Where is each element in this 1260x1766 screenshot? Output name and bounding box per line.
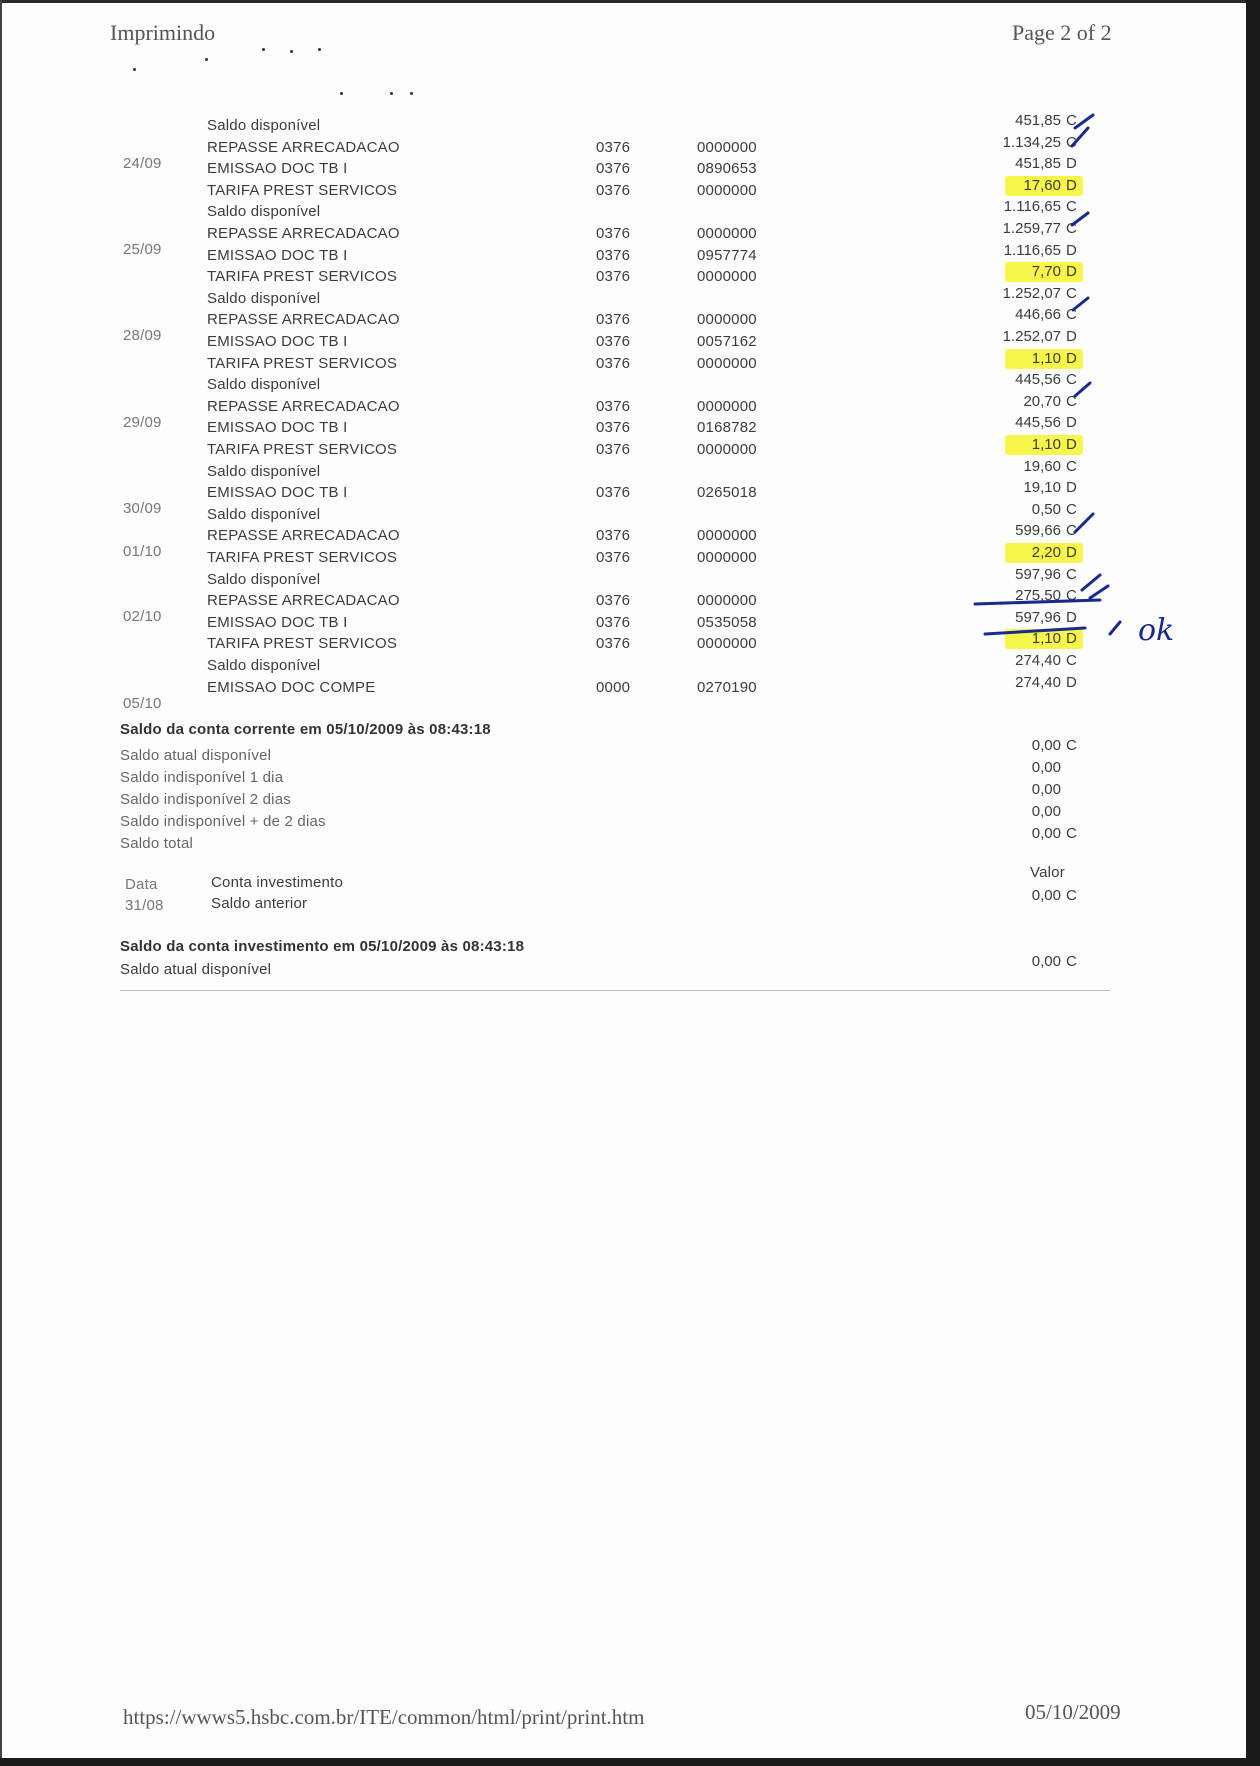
scan-speck [133,68,136,71]
row-description: Saldo disponível [207,463,321,480]
row-flag: C [1066,587,1077,604]
row-value: 1.116,65 [1003,242,1061,259]
row-description: TARIFA PREST SERVICOS [207,549,398,566]
row-flag: D [1066,242,1077,259]
row-document: 0000000 [697,225,757,242]
row-value: 274,40 [1015,652,1061,669]
row-value: 1.134,25 [1002,134,1061,151]
row-description: REPASSE ARRECADACAO [207,225,400,242]
row-value: 20,70 [1023,393,1061,410]
investment-col-desc: Conta investimento [211,874,344,891]
summary-value: 0,00 [1031,781,1061,798]
row-agency: 0376 [596,139,631,156]
investment-row-date: 31/08 [125,897,164,914]
row-document: 0000000 [697,549,757,566]
row-agency: 0376 [596,614,631,631]
row-agency: 0376 [596,484,631,501]
row-value: 1.252,07 [1002,285,1061,302]
row-agency: 0376 [596,333,631,350]
row-flag: C [1066,501,1077,518]
print-footer-date: 05/10/2009 [1025,1700,1121,1724]
row-description: TARIFA PREST SERVICOS [207,182,398,199]
summary-label: Saldo atual disponível [120,747,272,764]
scan-speck [205,58,208,61]
row-flag: C [1066,285,1077,302]
row-agency: 0376 [596,182,631,199]
row-document: 0265018 [697,484,757,501]
row-agency: 0376 [596,225,631,242]
row-description: Saldo disponível [207,376,321,393]
row-date: 05/10 [123,695,162,712]
row-flag: C [1066,458,1077,475]
row-description: EMISSAO DOC TB I [207,419,348,436]
row-document: 0000000 [697,441,757,458]
row-description: TARIFA PREST SERVICOS [207,355,398,372]
row-agency: 0376 [596,268,631,285]
scan-edge-bottom [0,1758,1260,1766]
row-flag: D [1066,155,1077,172]
row-document: 0000000 [697,592,757,609]
row-flag: D [1066,544,1077,561]
summary-value: 0,00 [1031,737,1061,754]
row-document: 0000000 [697,635,757,652]
row-description: TARIFA PREST SERVICOS [207,635,398,652]
investment-summary-value: 0,00 [1031,953,1061,970]
row-document: 0168782 [697,419,757,436]
scan-speck [262,48,265,51]
row-date: 28/09 [123,327,162,344]
section-divider [120,990,1110,991]
handwritten-ok: ok [1138,613,1175,648]
row-document: 0000000 [697,139,757,156]
check-mark-icon [1075,383,1090,396]
row-flag: D [1066,350,1077,367]
summary-label: Saldo indisponível 2 dias [120,791,291,808]
row-description: EMISSAO DOC COMPE [207,679,376,696]
row-agency: 0376 [596,419,631,436]
row-flag: D [1066,177,1077,194]
row-document: 0000000 [697,355,757,372]
row-value: 445,56 [1015,371,1061,388]
row-date: 24/09 [123,155,162,172]
check-mark-icon [1075,514,1093,532]
row-value: 1,10 [1031,350,1061,367]
row-agency: 0000 [596,679,631,696]
row-description: EMISSAO DOC TB I [207,333,348,350]
row-agency: 0376 [596,355,631,372]
row-document: 0000000 [697,398,757,415]
row-description: EMISSAO DOC TB I [207,484,348,501]
scan-speck [318,48,321,51]
summary-value: 0,00 [1031,825,1061,842]
row-flag: D [1066,479,1077,496]
row-flag: D [1066,674,1077,691]
investment-row-value: 0,00 [1031,887,1061,904]
row-agency: 0376 [596,311,631,328]
row-description: Saldo disponível [207,506,321,523]
row-date: 01/10 [123,543,162,560]
row-value: 451,85 [1015,155,1061,172]
row-date: 30/09 [123,500,162,517]
row-value: 7,70 [1031,263,1061,280]
row-agency: 0376 [596,441,631,458]
row-description: Saldo disponível [207,290,321,307]
row-document: 0535058 [697,614,757,631]
row-flag: C [1066,522,1077,539]
row-value: 275,50 [1015,587,1061,604]
row-date: 02/10 [123,608,162,625]
row-description: REPASSE ARRECADACAO [207,592,400,609]
investment-row-desc: Saldo anterior [211,895,308,912]
scan-speck [340,92,343,95]
row-date: 29/09 [123,414,162,431]
row-description: TARIFA PREST SERVICOS [207,441,398,458]
row-flag: C [1066,393,1077,410]
row-flag: C [1066,371,1077,388]
summary-label: Saldo indisponível 1 dia [120,769,284,786]
scan-edge-left [0,0,2,1766]
row-value: 597,96 [1015,609,1061,626]
row-value: 17,60 [1023,177,1061,194]
row-flag: C [1066,566,1077,583]
summary-value: 0,00 [1031,803,1061,820]
row-flag: D [1066,414,1077,431]
row-description: Saldo disponível [207,571,321,588]
row-description: REPASSE ARRECADACAO [207,527,400,544]
row-flag: D [1066,328,1077,345]
row-value: 0,50 [1031,501,1061,518]
row-description: REPASSE ARRECADACAO [207,398,400,415]
current-account-summary-title: Saldo da conta corrente em 05/10/2009 às 08:43:18 [120,721,491,738]
row-document: 0000000 [697,182,757,199]
row-description: REPASSE ARRECADACAO [207,139,400,156]
print-header-title: Imprimindo [110,20,216,45]
row-flag: D [1066,609,1077,626]
check-mark-icon [1082,575,1100,590]
row-description: EMISSAO DOC TB I [207,160,348,177]
row-value: 445,56 [1015,414,1061,431]
row-description: REPASSE ARRECADACAO [207,311,400,328]
row-flag: D [1066,263,1077,280]
check-mark-icon [1110,622,1120,634]
row-value: 599,66 [1015,522,1061,539]
investment-row-flag: C [1066,887,1077,904]
row-document: 0000000 [697,527,757,544]
row-document: 0000000 [697,268,757,285]
row-agency: 0376 [596,527,631,544]
row-flag: C [1066,220,1077,237]
row-value: 597,96 [1015,566,1061,583]
row-agency: 0376 [596,549,631,566]
row-document: 0000000 [697,311,757,328]
scan-edge-top [0,0,1260,3]
summary-value: 0,00 [1031,759,1061,776]
investment-summary-title: Saldo da conta investimento em 05/10/2009 às 08:43:18 [120,938,525,955]
check-mark-icon [1090,586,1108,598]
investment-col-date: Data [125,876,158,893]
row-agency: 0376 [596,247,631,264]
row-flag: C [1066,112,1077,129]
investment-summary-label: Saldo atual disponível [120,961,272,978]
row-value: 451,85 [1015,112,1061,129]
summary-flag: C [1066,825,1077,842]
row-value: 446,66 [1015,306,1061,323]
row-document: 0890653 [697,160,757,177]
row-document: 0270190 [697,679,757,696]
row-value: 19,60 [1023,458,1061,475]
row-agency: 0376 [596,160,631,177]
row-description: Saldo disponível [207,203,321,220]
row-agency: 0376 [596,635,631,652]
row-description: Saldo disponível [207,657,321,674]
row-description: EMISSAO DOC TB I [207,614,348,631]
row-value: 274,40 [1015,674,1061,691]
row-flag: C [1066,198,1077,215]
row-flag: C [1066,652,1077,669]
row-document: 0957774 [697,247,757,264]
row-flag: C [1066,134,1077,151]
investment-col-value: Valor [1030,864,1065,881]
print-footer-url: https://wwws5.hsbc.com.br/ITE/common/html/print/print.htm [123,1705,645,1729]
investment-summary-flag: C [1066,953,1077,970]
scan-speck [290,50,293,53]
print-header-page: Page 2 of 2 [1012,20,1112,45]
row-description: Saldo disponível [207,117,321,134]
row-value: 1.116,65 [1003,198,1061,215]
row-description: TARIFA PREST SERVICOS [207,268,398,285]
summary-label: Saldo total [120,835,194,852]
row-value: 1.252,07 [1002,328,1061,345]
scan-edge-right [1246,0,1260,1766]
row-flag: D [1066,630,1077,647]
row-document: 0057162 [697,333,757,350]
check-mark-icon [1075,115,1093,128]
row-flag: D [1066,436,1077,453]
row-agency: 0376 [596,592,631,609]
row-value: 1,10 [1031,436,1061,453]
summary-label: Saldo indisponível + de 2 dias [120,813,326,830]
row-value: 2,20 [1031,544,1061,561]
row-agency: 0376 [596,398,631,415]
row-description: EMISSAO DOC TB I [207,247,348,264]
scan-speck [390,92,393,95]
scan-speck [410,92,413,95]
row-value: 1.259,77 [1002,220,1061,237]
row-value: 19,10 [1023,479,1061,496]
row-flag: C [1066,306,1077,323]
row-value: 1,10 [1031,630,1061,647]
summary-flag: C [1066,737,1077,754]
row-date: 25/09 [123,241,162,258]
